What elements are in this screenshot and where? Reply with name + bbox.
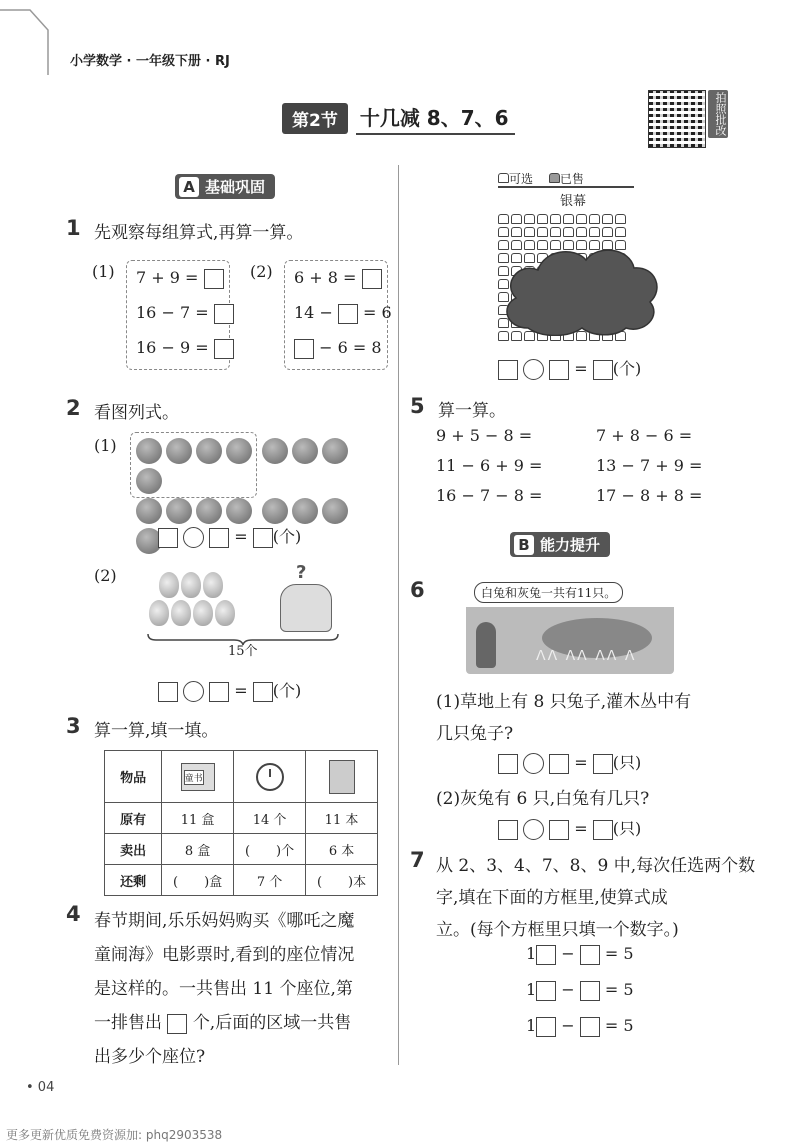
- alarm-clock-icon: [256, 763, 284, 791]
- screen-label: 银幕: [560, 194, 587, 209]
- answer-box[interactable]: [549, 754, 569, 774]
- answer-box[interactable]: [593, 820, 613, 840]
- header-item: 物品: [105, 751, 162, 803]
- answer-box[interactable]: [214, 339, 234, 359]
- cloud-cover: [498, 240, 664, 336]
- q7-equation: [526, 1016, 634, 1037]
- q4-line: 出多少个座位?: [94, 1047, 206, 1067]
- section-b-label: 能力提升: [540, 536, 601, 554]
- q3-text: 算一算,填一填。: [94, 721, 219, 741]
- q6-text: [436, 686, 691, 750]
- footer-note: 更多更新优质免费资源加: phq2903538: [6, 1128, 223, 1142]
- minus-sign: −: [561, 944, 575, 963]
- pear-icon: [159, 572, 179, 598]
- goods-table: [104, 750, 378, 896]
- q6-sub2: (2)灰兔有 6 只,白兔有几只?: [436, 789, 650, 809]
- q3-number: 3: [66, 714, 81, 738]
- rabbits-picture: [466, 578, 674, 674]
- pear-icon: [215, 600, 235, 626]
- operator-circle[interactable]: [523, 819, 544, 840]
- apple-icon: [136, 498, 162, 524]
- seat-icon: [537, 214, 548, 224]
- pear-icon: [171, 600, 191, 626]
- answer-box[interactable]: [214, 304, 234, 324]
- answer-box[interactable]: [338, 304, 358, 324]
- section-a-badge: [175, 174, 275, 199]
- q1-number: 1: [66, 216, 81, 240]
- answer-box[interactable]: [209, 528, 229, 548]
- pear-icon: [193, 600, 213, 626]
- q7-equation: [526, 944, 634, 965]
- seat-icon: [563, 214, 574, 224]
- speech-bubble: 白兔和灰兔一共有11只。: [474, 582, 623, 603]
- q5-text: 算一算。: [438, 401, 506, 421]
- seat-icon: [511, 227, 522, 237]
- child-icon: [476, 622, 496, 668]
- answer-box[interactable]: [536, 981, 556, 1001]
- item-box-cell: [162, 751, 234, 803]
- q5-eq: 13 − 7 + 9 =: [596, 456, 703, 475]
- cell: 7 个: [234, 865, 306, 896]
- q4-answer-row: = (个): [498, 356, 641, 380]
- seat-icon: [550, 214, 561, 224]
- seat-icon: [589, 227, 600, 237]
- answer-box[interactable]: [294, 339, 314, 359]
- box-label: 童书: [184, 770, 204, 785]
- apple-icon: [136, 468, 162, 494]
- q7-line: 字,填在下面的方框里,使算式成: [436, 888, 668, 908]
- answer-box[interactable]: [536, 1017, 556, 1037]
- cell: 11 盒: [162, 803, 234, 834]
- q7-line: 立。(每个方框里只填一个数字。): [436, 920, 679, 940]
- q2-answer-row-2: = (个): [158, 678, 301, 702]
- seat-icon: [602, 227, 613, 237]
- q1-g2-eq3b: − 6 = 8: [319, 338, 382, 357]
- unit-label: (个): [272, 681, 302, 700]
- apple-icon: [292, 438, 318, 464]
- book-title: 小学数学 · 一年级下册 · RJ: [70, 54, 230, 69]
- header-left: 还剩: [105, 865, 162, 896]
- q2-number: 2: [66, 396, 81, 420]
- unit-label: (只): [612, 819, 642, 838]
- q4-text: [94, 904, 354, 1074]
- item-book-cell: [306, 751, 378, 803]
- section-badge: 第2节: [282, 103, 348, 134]
- pear-icon: [149, 600, 169, 626]
- q2-part1-label: (1): [94, 436, 117, 455]
- notebook-icon: [329, 760, 355, 794]
- minus-sign: −: [561, 1016, 575, 1035]
- screen-line: [498, 186, 634, 188]
- apple-icon: [196, 438, 222, 464]
- answer-box[interactable]: [498, 820, 518, 840]
- answer-box[interactable]: [204, 269, 224, 289]
- q6-answer-row-1: = (只): [498, 750, 641, 774]
- q7-line: 从 2、3、4、7、8、9 中,每次任选两个数: [436, 856, 756, 876]
- seat-icon: [602, 214, 613, 224]
- answer-box[interactable]: [549, 820, 569, 840]
- q6-answer-row-2: = (只): [498, 816, 641, 840]
- q2-answer-row-1: = (个): [158, 524, 301, 548]
- free-seat-icon: [498, 173, 509, 183]
- digit-one: 1: [526, 980, 537, 999]
- pear-icon: [203, 572, 223, 598]
- q1-g1-label: (1): [92, 262, 115, 281]
- answer-cell[interactable]: ( )盒: [162, 865, 234, 896]
- apple-icon: [262, 438, 288, 464]
- q6-sub1b: 几只兔子?: [436, 724, 514, 744]
- apples-picture: [130, 432, 378, 496]
- section-a-letter: A: [179, 177, 199, 197]
- pears-picture: [146, 562, 346, 636]
- cell: 14 个: [234, 803, 306, 834]
- q1-g1-eq2: 16 − 7 =: [136, 303, 209, 322]
- apple-icon: [292, 498, 318, 524]
- legend-sold: 已售: [559, 172, 584, 186]
- operator-circle[interactable]: [523, 753, 544, 774]
- seat-icon: [524, 227, 535, 237]
- q6-sub1: (1)草地上有 8 只兔子,灌木丛中有: [436, 692, 692, 712]
- answer-box[interactable]: [158, 682, 178, 702]
- page-number: • 04: [26, 1080, 55, 1095]
- seat-legend: [498, 170, 584, 187]
- answer-box[interactable]: [167, 1014, 187, 1034]
- answer-box[interactable]: [536, 945, 556, 965]
- digit-one: 1: [526, 944, 537, 963]
- qr-label: 拍照批改: [708, 90, 728, 138]
- q1-text: 先观察每组算式,再算一算。: [94, 223, 304, 243]
- sold-seat-icon: [549, 173, 560, 183]
- apple-icon: [262, 498, 288, 524]
- q7-text: [436, 850, 755, 946]
- apple-icon: [322, 498, 348, 524]
- q1-g1-eq3: 16 − 9 =: [136, 338, 209, 357]
- qr-code-icon[interactable]: [648, 90, 706, 148]
- answer-box[interactable]: [549, 360, 569, 380]
- q2-text: 看图列式。: [94, 403, 179, 423]
- apple-icon: [166, 498, 192, 524]
- answer-box[interactable]: [362, 269, 382, 289]
- pear-icon: [181, 572, 201, 598]
- answer-box[interactable]: [158, 528, 178, 548]
- unit-label: (只): [612, 753, 642, 772]
- answer-box[interactable]: [498, 360, 518, 380]
- digit-one: 1: [526, 1016, 537, 1035]
- seat-icon: [615, 214, 626, 224]
- q5-number: 5: [410, 394, 425, 418]
- seat-row: [498, 214, 626, 224]
- q5-eq: 17 − 8 + 8 =: [596, 486, 703, 505]
- section-b-letter: B: [514, 535, 534, 555]
- cell: 6 本: [306, 834, 378, 865]
- answer-box[interactable]: [498, 754, 518, 774]
- q4-line: 春节期间,乐乐妈妈购买《哪吒之魔: [94, 911, 355, 931]
- seat-icon: [615, 227, 626, 237]
- answer-cell[interactable]: ( )本: [306, 865, 378, 896]
- q1-g2-eq1: 6 + 8 =: [294, 268, 357, 287]
- q1-g1-eq1: 7 + 9 =: [136, 268, 199, 287]
- operator-circle[interactable]: [183, 527, 204, 548]
- q4-number: 4: [66, 902, 81, 926]
- item-clock-cell: [234, 751, 306, 803]
- result: = 5: [604, 944, 634, 963]
- bag-icon: [280, 584, 332, 632]
- seat-icon: [511, 214, 522, 224]
- section-a-label: 基础巩固: [205, 178, 266, 196]
- header-original: 原有: [105, 803, 162, 834]
- seat-icon: [576, 214, 587, 224]
- seat-icon: [576, 227, 587, 237]
- q4-line: 个,后面的区域一共售: [192, 1013, 352, 1033]
- q5-eq: 16 − 7 − 8 =: [436, 486, 543, 505]
- answer-box[interactable]: [580, 945, 600, 965]
- cell: 11 本: [306, 803, 378, 834]
- seat-icon: [524, 214, 535, 224]
- q5-eq: 7 + 8 − 6 =: [596, 426, 693, 445]
- corner-line: [0, 0, 60, 75]
- apple-icon: [322, 438, 348, 464]
- answer-box[interactable]: [580, 1017, 600, 1037]
- header-sold: 卖出: [105, 834, 162, 865]
- result: = 5: [604, 980, 634, 999]
- seat-icon: [537, 227, 548, 237]
- seat-icon: [498, 227, 509, 237]
- unit-label: (个): [272, 527, 302, 546]
- seat-icon: [563, 227, 574, 237]
- minus-sign: −: [561, 980, 575, 999]
- q4-line: 童闹海》电影票时,看到的座位情况: [94, 945, 355, 965]
- operator-circle[interactable]: [523, 359, 544, 380]
- answer-cell[interactable]: ( )个: [234, 834, 306, 865]
- apple-icon: [166, 438, 192, 464]
- seat-icon: [498, 214, 509, 224]
- q2-part2-label: (2): [94, 566, 117, 585]
- q6-number: 6: [410, 578, 425, 602]
- q1-g2-eq2a: 14 −: [294, 303, 333, 322]
- total-label: 15个: [228, 644, 258, 659]
- rabbit-icon: ᐱᐱ ᐱᐱ ᐱᐱ ᐱ: [536, 648, 637, 664]
- answer-box[interactable]: [253, 682, 273, 702]
- q5-eq: 9 + 5 − 8 =: [436, 426, 533, 445]
- apple-icon: [196, 498, 222, 524]
- question-mark-icon: ?: [296, 562, 307, 583]
- apple-icon: [226, 498, 252, 524]
- q7-equation: [526, 980, 634, 1001]
- answer-box[interactable]: [593, 754, 613, 774]
- result: = 5: [604, 1016, 634, 1035]
- cell: 8 盒: [162, 834, 234, 865]
- column-divider: [398, 165, 399, 1065]
- answer-box[interactable]: [209, 682, 229, 702]
- q1-g2-label: (2): [250, 262, 273, 281]
- operator-circle[interactable]: [183, 681, 204, 702]
- answer-box[interactable]: [593, 360, 613, 380]
- section-b-badge: [510, 532, 610, 557]
- q4-line: 是这样的。一共售出 11 个座位,第: [94, 979, 353, 999]
- answer-box[interactable]: [253, 528, 273, 548]
- q5-eq: 11 − 6 + 9 =: [436, 456, 543, 475]
- apple-icon: [226, 438, 252, 464]
- unit-label: (个): [612, 359, 642, 378]
- answer-box[interactable]: [580, 981, 600, 1001]
- q4-line: 一排售出: [94, 1013, 162, 1033]
- seat-icon: [550, 227, 561, 237]
- legend-free: 可选: [509, 172, 534, 186]
- section-title: [282, 102, 515, 135]
- seat-row: [498, 227, 626, 237]
- q1-g2-eq2b: = 6: [363, 303, 392, 322]
- box-icon: [181, 763, 215, 791]
- page-title: 十几减 8、7、6: [356, 102, 515, 135]
- q7-number: 7: [410, 848, 425, 872]
- seat-icon: [589, 214, 600, 224]
- apple-icon: [136, 438, 162, 464]
